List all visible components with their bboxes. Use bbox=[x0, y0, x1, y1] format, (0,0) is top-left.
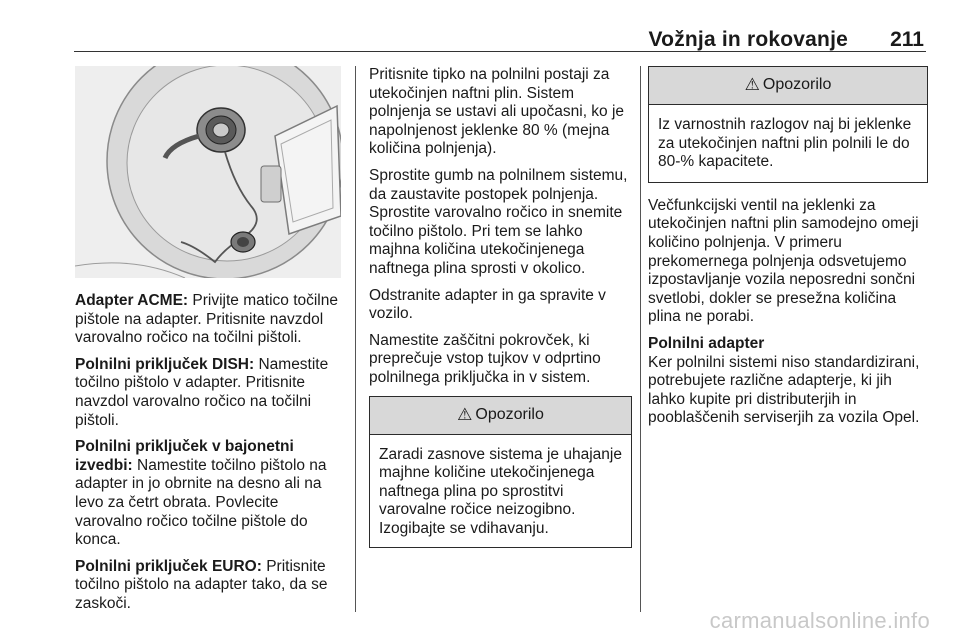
paragraph-bayonet bbox=[75, 438, 343, 550]
text-bayonet: Namestite točilno pištolo na adapter in jo obrnite na desno ali na levo za četrt obrata. Povlecite varovalno ročico točilne pištole do konca. bbox=[75, 456, 327, 549]
paragraph-fit-cap: Namestite zaščitni pokrovček, ki preprečuje vstop tujkov v odprtino polnilnega priključka in v sistem. bbox=[369, 331, 601, 386]
page-number: 211 bbox=[890, 28, 924, 51]
warning-title: Opozorilo bbox=[475, 405, 544, 423]
label-bayonet: Polnilni priključek v bajonetni izvedbi: bbox=[75, 438, 294, 474]
paragraph-press-button: Pritisnite tipko na polnilni postaji za utekočinjen naftni plin. Sistem polnjenja se ustavi ali upočasni, ko je napolnjenost jeklenke 80 % (mejna količina polnjenja). bbox=[369, 66, 625, 158]
warning-body: Zaradi zasnove sistema je uhajanje majhne količine utekočinjenega naftnega plina po sprostitvi varovalne ročice neizogibno. Izogibajte se vdihavanju. bbox=[379, 445, 622, 537]
text-euro: Pritisnite točilno pištolo na adapter tako, da se zaskoči. bbox=[75, 557, 328, 612]
fuel-filler-illustration bbox=[75, 66, 341, 278]
paragraph-multivalve: Večfunkcijski ventil na jeklenki za utekočinjen naftni plin samodejno omeji količino polnjenja. V primeru prekomernega polnjenja odsvetujemo izpostavljanje vozila neposredni sončni svetlobi, dokler se presežna količina plina ne porabi. bbox=[648, 196, 919, 326]
header-rule bbox=[74, 51, 926, 53]
warning-title: Opozorilo bbox=[762, 76, 832, 94]
warning-box-capacity bbox=[648, 66, 928, 183]
warning-body: Iz varnostnih razlogov naj bi jeklenke za utekočinjen naftni plin polnili le do 80-% kapacitete. bbox=[658, 116, 912, 171]
warning-box-leak bbox=[369, 396, 632, 549]
warning-header bbox=[649, 67, 927, 105]
column-left bbox=[75, 66, 343, 622]
column-middle bbox=[369, 66, 632, 562]
warning-icon: ⚠ bbox=[457, 404, 473, 424]
paragraph-remove-adapter: Odstranite adapter in ga spravite v vozilo. bbox=[369, 286, 606, 323]
heading-filling-adapter: Polnilni adapter bbox=[648, 334, 765, 352]
column-divider-1 bbox=[355, 66, 356, 612]
paragraph-dish bbox=[75, 356, 343, 430]
column-right bbox=[648, 66, 928, 436]
paragraph-acme bbox=[75, 292, 343, 348]
section-title: Vožnja in rokovanje bbox=[648, 28, 848, 51]
label-acme: Adapter ACME: bbox=[75, 292, 189, 309]
paragraph-release-button: Sprostite gumb na polnilnem sistemu, da zaustavite postopek polnjenja. Sprostite varovalno ročico in snemite točilno pištolo. Pri tem se lahko majhna količina utekočinjenega naftnega plina sprosti v okolico. bbox=[369, 166, 628, 277]
watermark: carmanualsonline.info bbox=[709, 608, 930, 633]
column-divider-2 bbox=[640, 66, 641, 612]
text-dish: Namestite točilno pištolo v adapter. Pritisnite navzdol varovalno ročico na točilni pištoli. bbox=[75, 355, 329, 429]
label-euro: Polnilni priključek EURO: bbox=[75, 557, 262, 575]
text-acme: Privijte matico točilne pištole na adapter. Pritisnite navzdol varovalno ročico na točilni pištoli. bbox=[75, 292, 338, 347]
fuel-filler-adapter-icon bbox=[75, 66, 341, 278]
warning-icon: ⚠ bbox=[744, 75, 760, 95]
paragraph-adapters: Ker polnilni sistemi niso standardizirani, potrebujete različne adapterje, ki jih lahko kupite pri distributerjih in pooblaščenih serviserjih za vozila Opel. bbox=[648, 353, 920, 427]
label-dish: Polnilni priključek DISH: bbox=[75, 355, 255, 373]
page-header bbox=[74, 20, 926, 52]
warning-header bbox=[370, 397, 631, 435]
paragraph-euro bbox=[75, 558, 343, 614]
